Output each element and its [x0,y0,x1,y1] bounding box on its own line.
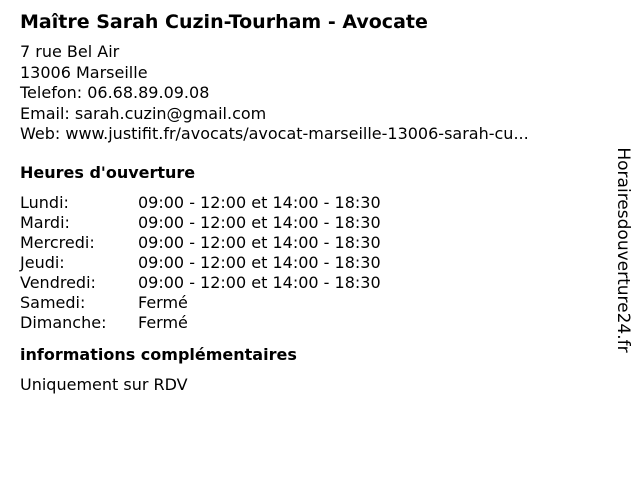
hours-row-jeudi [20,253,381,273]
day-label: Dimanche: [20,312,107,332]
email-line: Email: sarah.cuzin@gmail.com [20,103,267,123]
city-line: 13006 Marseille [20,62,148,82]
day-hours: Fermé [138,312,188,332]
hours-row-dimanche [20,313,381,333]
address-block [20,42,600,145]
day-hours: 09:00 - 12:00 et 14:00 - 18:30 [138,232,381,252]
day-label: Mardi: [20,212,70,232]
additional-info-text: Uniquement sur RDV [20,374,188,394]
day-hours: 09:00 - 12:00 et 14:00 - 18:30 [138,272,381,292]
day-label: Jeudi: [20,252,65,272]
hours-row-samedi [20,293,381,313]
day-label: Samedi: [20,292,86,312]
hours-row-mardi [20,213,381,233]
day-label: Lundi: [20,192,69,212]
opening-hours-heading: Heures d'ouverture [20,162,196,182]
hours-row-mercredi [20,233,381,253]
day-hours: 09:00 - 12:00 et 14:00 - 18:30 [138,252,381,272]
business-card [20,9,600,395]
additional-info-heading: informations complémentaires [20,344,297,364]
street-line: 7 rue Bel Air [20,42,120,61]
day-hours: 09:00 - 12:00 et 14:00 - 18:30 [138,192,381,212]
hours-row-vendredi [20,273,381,293]
web-line: Web: www.justifit.fr/avocats/avocat-marseille-13006-sarah-cu... [20,124,529,143]
brand-watermark: Horairesdouverture24.fr [613,147,633,353]
hours-row-lundi [20,193,381,213]
day-label: Mercredi: [20,232,95,252]
phone-line: Telefon: 06.68.89.09.08 [20,83,210,102]
business-title: Maître Sarah Cuzin-Tourham - Avocate [20,11,428,33]
day-hours: 09:00 - 12:00 et 14:00 - 18:30 [138,212,381,232]
day-hours: Fermé [138,292,188,312]
day-label: Vendredi: [20,272,96,292]
opening-hours-table [20,193,381,333]
